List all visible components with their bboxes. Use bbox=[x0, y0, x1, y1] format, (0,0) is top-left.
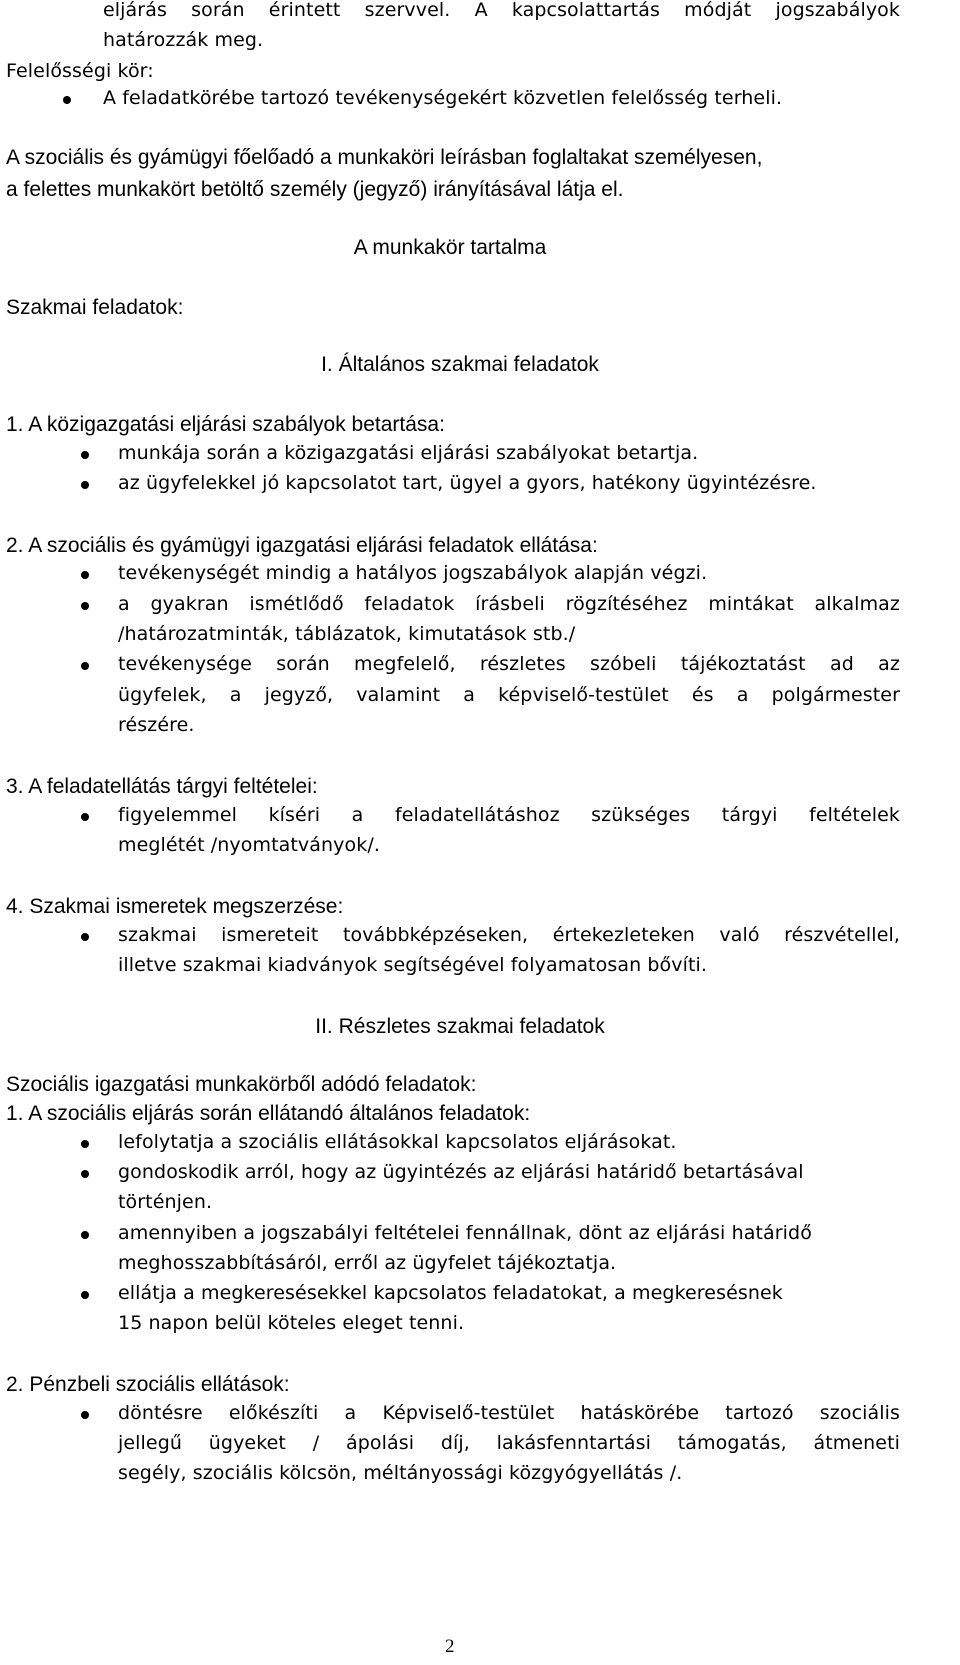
list-item-continuation: történjen. bbox=[118, 1191, 213, 1213]
bullet-icon bbox=[81, 1291, 89, 1299]
bullet-icon bbox=[81, 1170, 89, 1178]
bullet-icon bbox=[81, 602, 89, 610]
bullet-icon bbox=[81, 933, 89, 941]
list-item: az ügyfelekkel jó kapcsolatot tart, ügyel a gyors, hatékony ügyintézésre. bbox=[118, 472, 817, 494]
text-line: eljárás során érintett szervvel. A kapcsolattartás módját jogszabályok bbox=[103, 0, 900, 21]
list-item-continuation: 15 napon belül köteles eleget tenni. bbox=[118, 1312, 465, 1334]
responsibility-item: A feladatkörébe tartozó tevékenységekért közvetlen felelősség terheli. bbox=[103, 87, 783, 109]
subsection-heading: 1. A közigazgatási eljárási szabályok betartása: bbox=[6, 413, 445, 436]
subsection-heading: 2. A szociális és gyámügyi igazgatási eljárási feladatok ellátása: bbox=[6, 534, 598, 557]
list-item: ellátja a megkeresésekkel kapcsolatos feladatokat, a megkeresésnek bbox=[118, 1282, 783, 1304]
bullet-icon bbox=[81, 662, 89, 670]
bullet-icon bbox=[81, 481, 89, 489]
bullet-icon bbox=[81, 1140, 89, 1148]
subsection-heading: 2. Pénzbeli szociális ellátások: bbox=[6, 1373, 290, 1396]
list-item: a gyakran ismétlődő feladatok írásbeli rögzítéséhez mintákat alkalmaz bbox=[118, 593, 900, 615]
bullet-icon bbox=[81, 571, 89, 579]
list-item-continuation: /határozatminták, táblázatok, kimutatások stb./ bbox=[118, 623, 576, 645]
subsection-heading: 1. A szociális eljárás során ellátandó általános feladatok: bbox=[6, 1102, 531, 1125]
intro-line: a felettes munkakört betöltő személy (jegyző) irányításával látja el. bbox=[6, 178, 624, 201]
tasks-label: Szakmai feladatok: bbox=[6, 296, 184, 319]
list-item-continuation: ügyfelek, a jegyző, valamint a képviselő-testület és a polgármester bbox=[118, 684, 900, 706]
list-item: amennyiben a jogszabályi feltételei fennállnak, dönt az eljárási határidő bbox=[118, 1222, 812, 1244]
list-item: döntésre előkészíti a Képviselő-testület hatáskörébe tartozó szociális bbox=[118, 1402, 900, 1424]
list-item-continuation: jellegű ügyeket / ápolási díj, lakásfenntartási támogatás, átmeneti bbox=[118, 1432, 900, 1454]
text-line: határozzák meg. bbox=[103, 29, 264, 51]
list-item: lefolytatja a szociális ellátásokkal kapcsolatos eljárásokat. bbox=[118, 1131, 677, 1153]
bullet-icon bbox=[81, 1231, 89, 1239]
section-title: I. Általános szakmai feladatok bbox=[321, 353, 599, 376]
list-item-continuation: meglétét /nyomtatványok/. bbox=[118, 834, 380, 856]
list-item-continuation: illetve szakmai kiadványok segítségével folyamatosan bővíti. bbox=[118, 954, 708, 976]
list-item: munkája során a közigazgatási eljárási szabályokat betartja. bbox=[118, 442, 699, 464]
bullet-icon bbox=[81, 451, 89, 459]
list-item: szakmai ismereteit továbbképzéseken, értekezleteken való részvétellel, bbox=[118, 924, 900, 946]
list-item: figyelemmel kíséri a feladatellátáshoz szükséges tárgyi feltételek bbox=[118, 804, 900, 826]
subsection-heading: 4. Szakmai ismeretek megszerzése: bbox=[6, 895, 344, 918]
intro-line: A szociális és gyámügyi főelőadó a munkaköri leírásban foglaltakat személyesen, bbox=[6, 146, 763, 169]
list-item: tevékenységét mindig a hatályos jogszabályok alapján végzi. bbox=[118, 562, 708, 584]
bullet-icon bbox=[63, 96, 71, 104]
bullet-icon bbox=[81, 1411, 89, 1419]
content-heading: A munkakör tartalma bbox=[353, 236, 547, 259]
section-title: II. Részletes szakmai feladatok bbox=[315, 1015, 605, 1038]
list-item-continuation: meghosszabbításáról, erről az ügyfelet tájékoztatja. bbox=[118, 1252, 617, 1274]
bullet-icon bbox=[81, 813, 89, 821]
responsibility-heading: Felelősségi kör: bbox=[6, 60, 154, 82]
list-item: gondoskodik arról, hogy az ügyintézés az eljárási határidő betartásával bbox=[118, 1161, 804, 1183]
list-item-continuation: segély, szociális kölcsön, méltányossági közgyógyellátás /. bbox=[118, 1462, 683, 1484]
list-item-continuation: részére. bbox=[118, 714, 195, 736]
page-number: 2 bbox=[445, 1636, 455, 1657]
subsection-heading: 3. A feladatellátás tárgyi feltételei: bbox=[6, 775, 318, 798]
list-item: tevékenysége során megfelelő, részletes szóbeli tájékoztatást ad az bbox=[118, 653, 900, 675]
area-heading: Szociális igazgatási munkakörből adódó feladatok: bbox=[6, 1073, 477, 1096]
